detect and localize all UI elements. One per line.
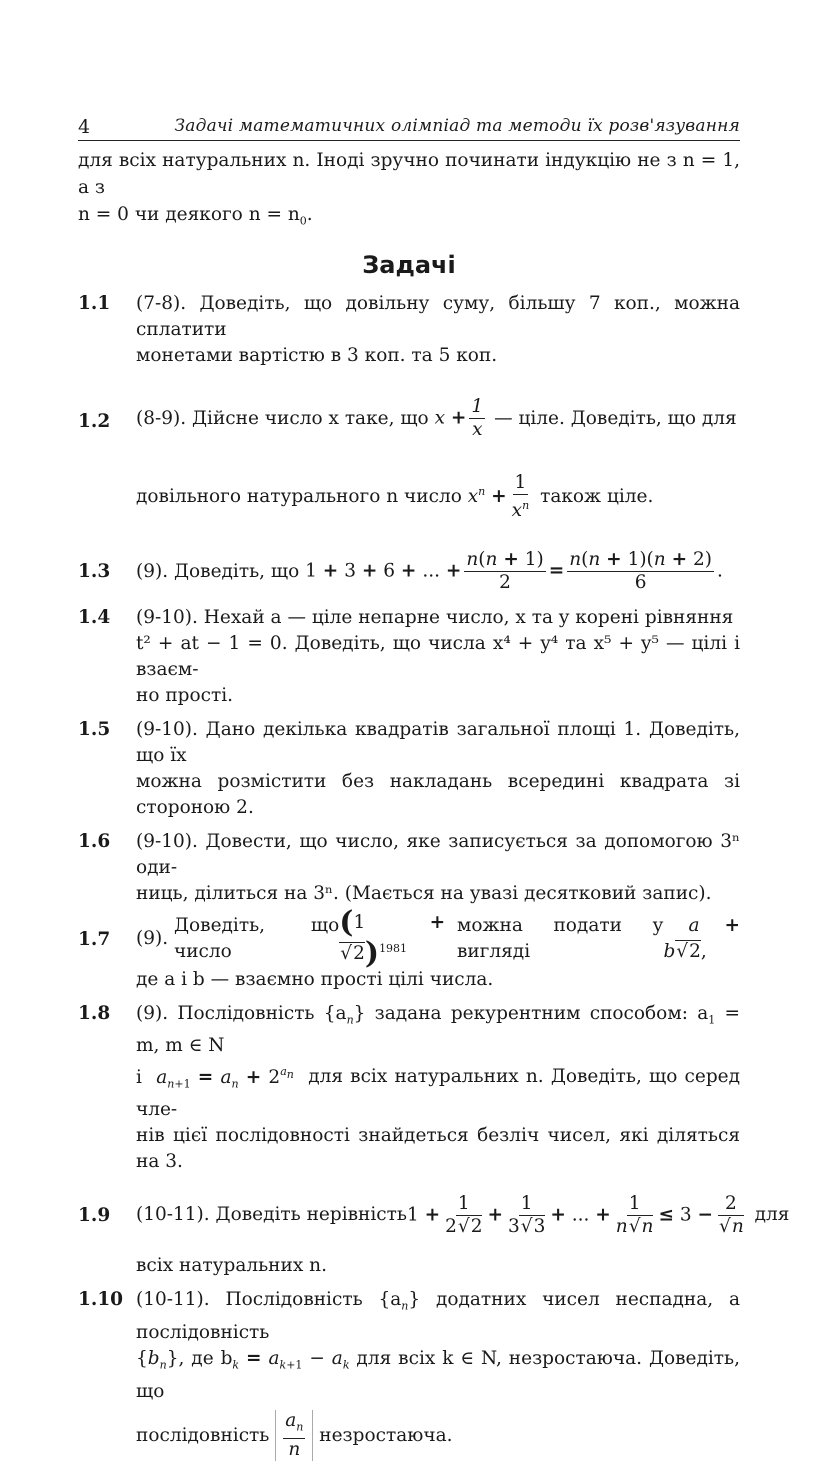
problem-number: 1.1	[78, 292, 111, 314]
problem-number: 1.5	[78, 718, 111, 740]
problem-1-7: 1.7 (9). Доведіть, що число (1 + √ 2)$^{1981}$ можна подати у вигляді a + b√ 2, де a і b — взаємно прості цілі числа.	[78, 919, 740, 993]
page-number: 4	[78, 116, 91, 138]
problem-1-1: 1.1 (7-8). Доведіть, що довільну суму, більшу 7 коп., можна сплатити монетами вартістю в 3 коп. та 5 коп.	[78, 292, 740, 366]
problem-1-2: 1.2 (8-9). Дійсне число x таке, що x + $\frac{1}{x}$ — ціле. Доведіть, що для довільного натурального n число $x^n$ + $\frac{1}{x^n}$ також ціле.	[78, 396, 737, 521]
problem-1-10: 1.10 (10-11). Послідовність $\{a_n\}$ додатних чисел неспадна, а послідовність $\{b_n\}$, де $b_k = a_{k+1} - a_k$ для всіх k ∈ N, незростаюча. Доведіть, що послідовність $\frac{a_n}{n}$ незростаюча.	[78, 1289, 740, 1461]
problem-number: 1.6	[78, 830, 111, 852]
problem-number: 1.8	[78, 1002, 111, 1024]
problem-1-4: 1.4 (9-10). Нехай a — ціле непарне число, x та y корені рівняння t² + at − 1 = 0. Доведіть, що числа x⁴ + y⁴ та x⁵ + y⁵ — цілі і взаєм- но прості.	[78, 606, 740, 706]
formula-x-plus-1-over-x: x + $\frac{1}{x}$	[428, 396, 484, 441]
formula-sum-triangular: 1 + 3 + 6 + ... + $\frac{n(n + 1)}{2}$ = $\frac{n(n + 1)(n + 2)}{6}$ .	[299, 549, 723, 594]
problem-number: 1.2	[78, 410, 111, 432]
problem-1-6: 1.6 (9-10). Довести, що число, яке записується за допомогою 3ⁿ оди- ниць, ділиться на 3ⁿ. (Мається на увазі десятковий запис).	[78, 830, 740, 904]
problem-1-9: 1.9 (10-11). Доведіть нерівність 1 + $\frac{1}{2√ 2}$ + $\frac{1}{3√ 3}$ + ... + $\frac{1}{n√ n}$ ≤ 3 − 2 √ n для всіх натуральних n.	[78, 1189, 740, 1279]
intro-paragraph	[78, 147, 740, 235]
problem-number: 1.4	[78, 606, 111, 628]
problem-1-3: 1.3 (9). Доведіть, що 1 + 3 + 6 + ... + $\frac{n(n + 1)}{2}$ = $\frac{n(n + 1)(n + 2)}{6}$ .	[78, 549, 723, 594]
formula-recurrence: і $a_{n+1} = a_n + 2^{a_n}$	[136, 1065, 294, 1091]
problem-number: 1.7	[78, 928, 111, 950]
formula-a-plus-b-sqrt2: a + b√ 2,	[663, 913, 740, 965]
section-title: Задачі	[362, 250, 456, 279]
page	[78, 110, 790, 1469]
intro-line-1: для всіх натуральних n. Іноді зручно починати індукцію не з n = 1, а з	[78, 150, 740, 198]
formula-xn-plus-1-over-xn: $x^n$ + $\frac{1}{x^n}$	[467, 471, 530, 521]
problem-number: 1.9	[78, 1205, 111, 1227]
problem-1-5: 1.5 (9-10). Дано декілька квадратів загальної площі 1. Доведіть, що їх можна розмістити без накладань всередині квадрата зі стороною 2.	[78, 718, 740, 818]
page-header	[78, 110, 740, 141]
formula-inequality: 1 + $\frac{1}{2√ 2}$ + $\frac{1}{3√ 3}$ + ... + $\frac{1}{n√ n}$ ≤ 3 − 2 √ n	[407, 1193, 749, 1238]
problem-number: 1.10	[78, 1289, 124, 1311]
running-title: Задачі математичних олімпіад та методи їх розв'язування	[174, 116, 740, 136]
problem-number: 1.3	[78, 560, 111, 582]
problem-1-8: 1.8 (9). Послідовність $\{a_n\}$ задана рекурентним способом: $a_1 = m$, m ∈ N і $a_{n+1} = a_n + 2^{a_n}$ для всіх натуральних n. Доведіть, що серед чле- нів цієї послідовності знайдеться безліч чисел, які діляться на 3.	[78, 1002, 741, 1173]
intro-line-2: n = 0 чи деякого $n = n_0$.	[78, 204, 313, 228]
formula-power-1981: (1 + √ 2)$^{1981}$	[339, 910, 445, 967]
formula-an-over-n: $\frac{a_n}{n}$	[275, 1410, 313, 1462]
